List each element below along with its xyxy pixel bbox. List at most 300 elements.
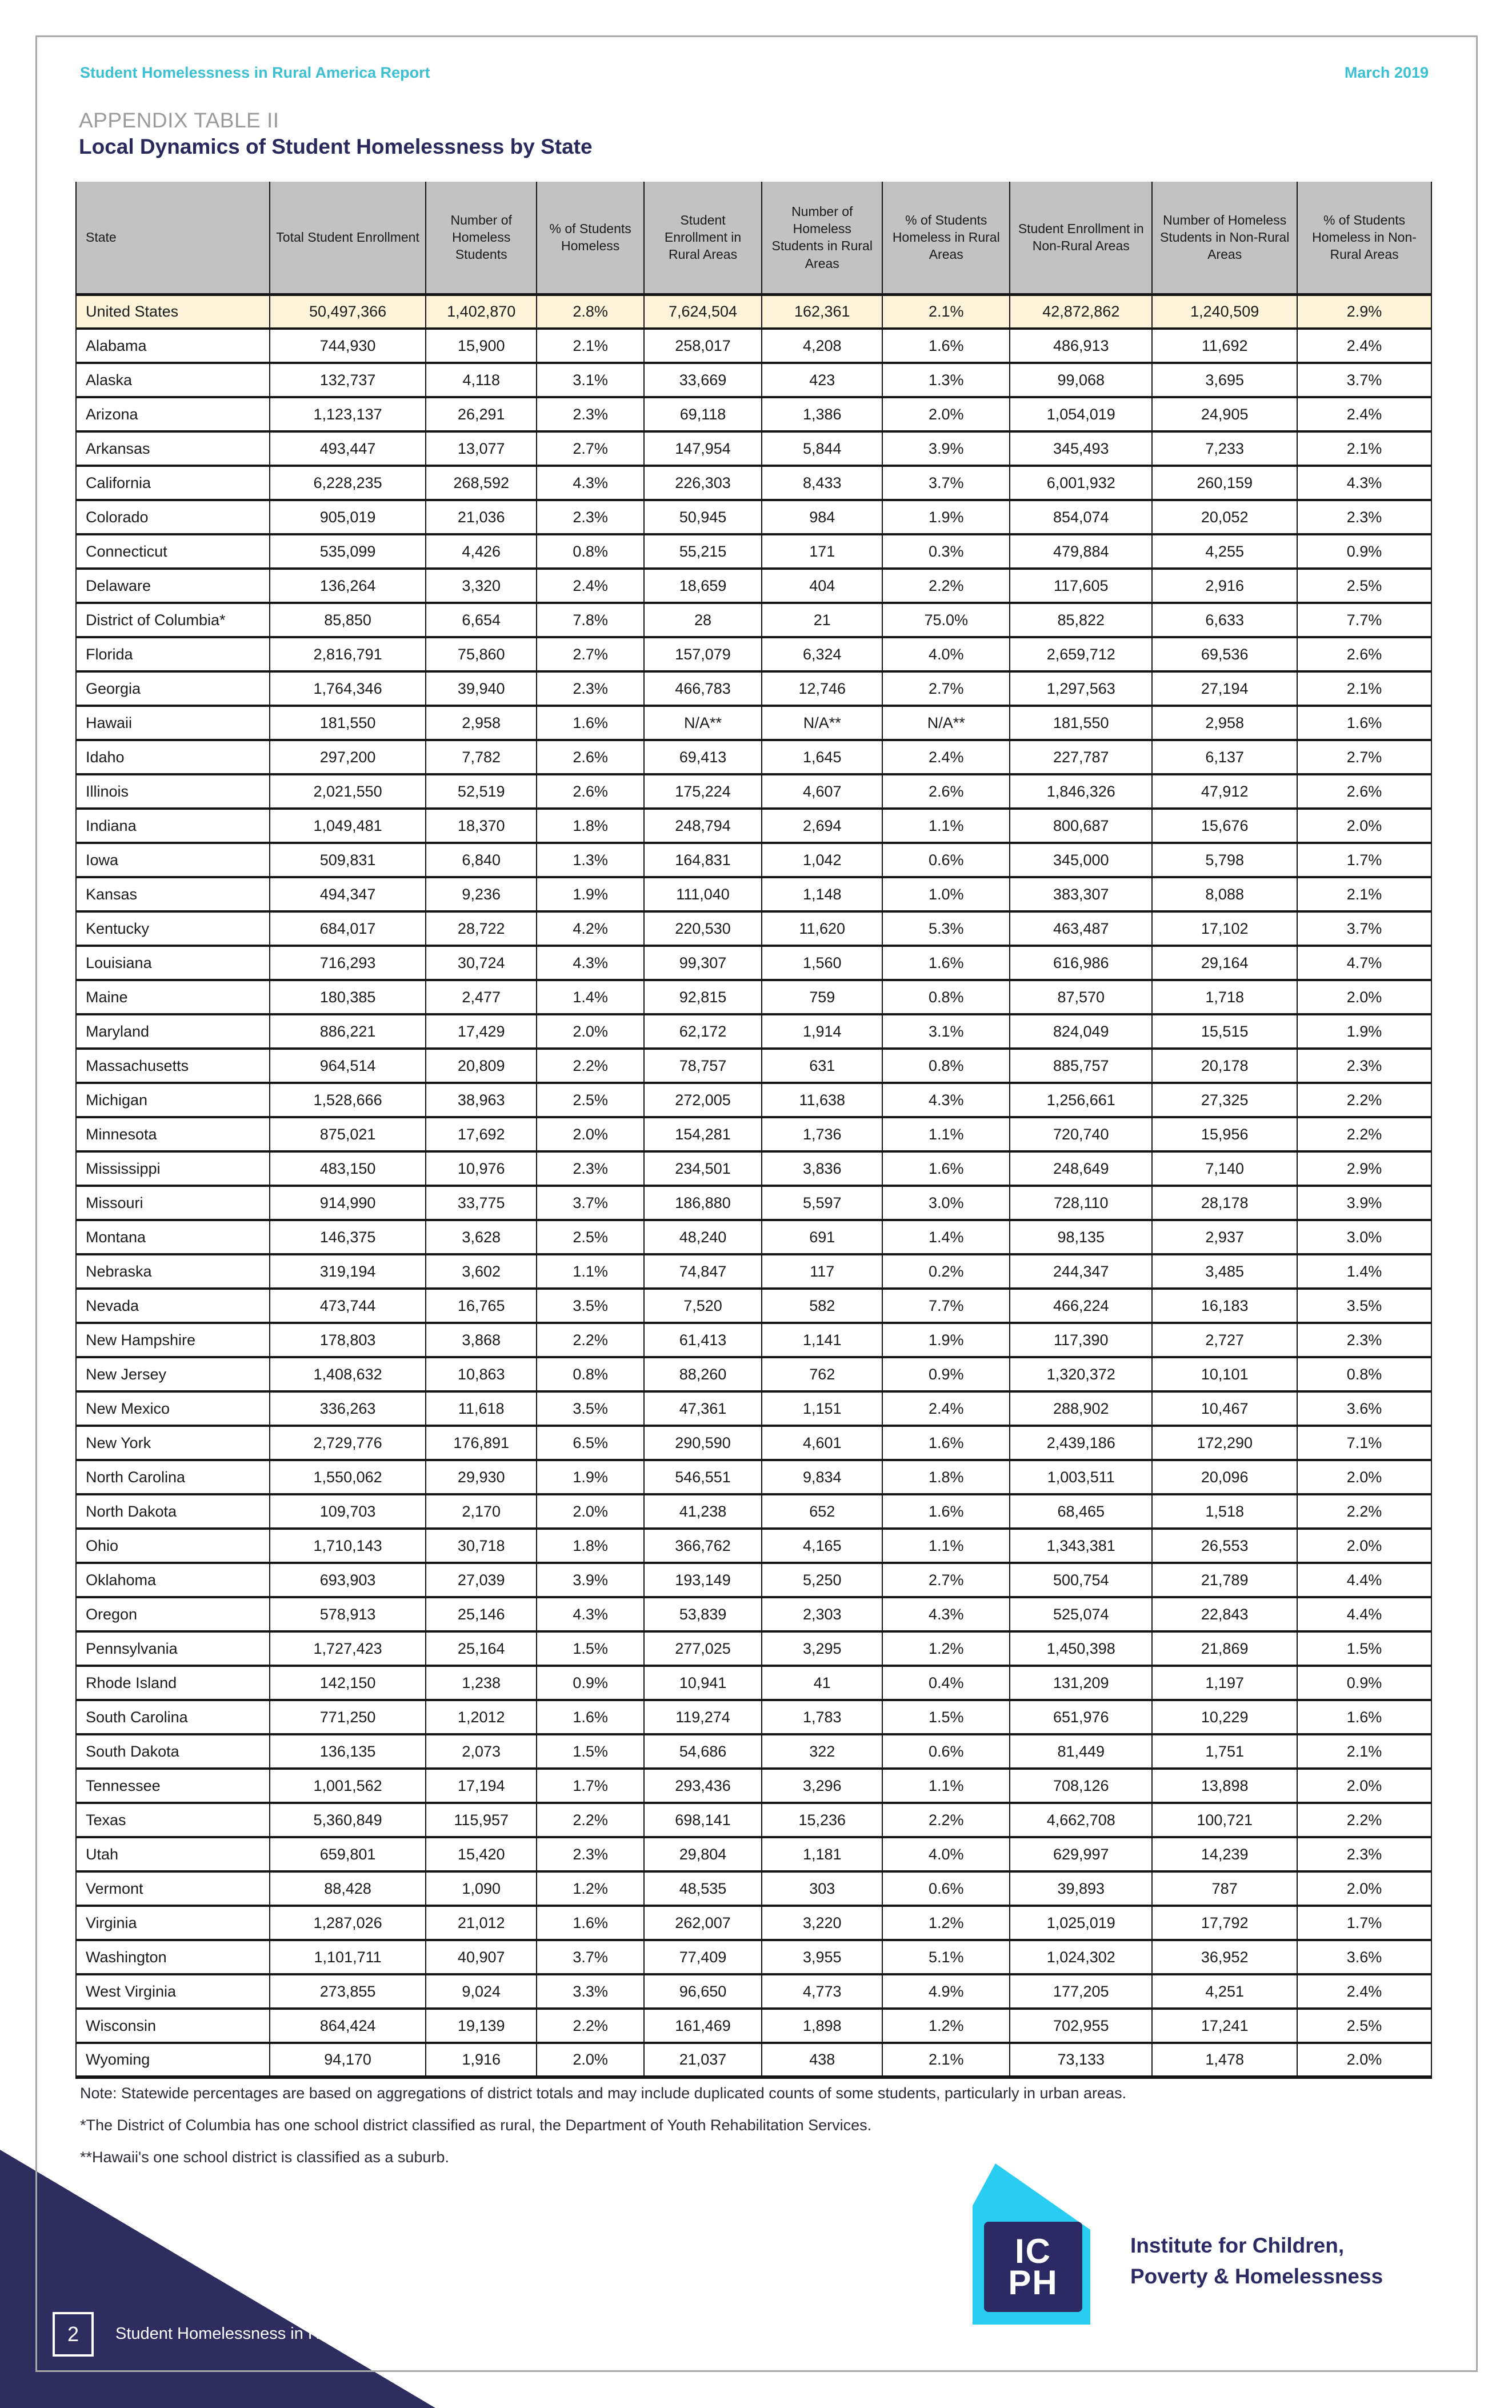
value-cell: 26,553 [1152,1529,1297,1563]
table-row [76,1426,1431,1460]
value-cell: 3.0% [882,1186,1010,1220]
value-cell: 1.8% [882,1460,1010,1494]
value-cell: 99,068 [1010,363,1152,397]
value-cell: 176,891 [426,1426,537,1460]
state-cell: North Dakota [76,1494,270,1529]
value-cell: 7.1% [1297,1426,1431,1460]
state-cell: New Mexico [76,1391,270,1426]
value-cell: 1.3% [882,363,1010,397]
value-cell: 1.2% [882,1906,1010,1940]
value-cell: 6,228,235 [270,466,426,500]
value-cell: 1,2012 [426,1700,537,1734]
value-cell: 1.7% [537,1769,643,1803]
value-cell: 11,618 [426,1391,537,1426]
value-cell: 88,428 [270,1871,426,1906]
value-cell: 5,597 [762,1186,882,1220]
value-cell: 10,229 [1152,1700,1297,1734]
value-cell: 3.6% [1297,1940,1431,1974]
value-cell: 1.9% [537,1460,643,1494]
value-cell: 1.7% [1297,1906,1431,1940]
table-row [76,1906,1431,1940]
state-cell: New York [76,1426,270,1460]
value-cell: 290,590 [644,1426,762,1460]
value-cell: 262,007 [644,1906,762,1940]
value-cell: 466,224 [1010,1289,1152,1323]
value-cell: 2,816,791 [270,637,426,671]
value-cell: 2.3% [1297,500,1431,534]
value-cell: 41 [762,1666,882,1700]
column-header: Number of Homeless Students [426,182,537,294]
value-cell: 493,447 [270,431,426,466]
value-cell: 1.6% [537,1906,643,1940]
value-cell: 473,744 [270,1289,426,1323]
state-cell: Washington [76,1940,270,1974]
value-cell: 2.1% [1297,671,1431,706]
state-cell: Florida [76,637,270,671]
value-cell: 17,792 [1152,1906,1297,1940]
value-cell: 1,090 [426,1871,537,1906]
value-cell: 17,241 [1152,2009,1297,2043]
value-cell: 3,220 [762,1906,882,1940]
value-cell: 38,963 [426,1083,537,1117]
value-cell: 11,620 [762,911,882,946]
value-cell: 698,141 [644,1803,762,1837]
value-cell: 905,019 [270,500,426,534]
value-cell: 1.2% [882,2009,1010,2043]
table-row [76,740,1431,774]
value-cell: 546,551 [644,1460,762,1494]
table-row [76,500,1431,534]
value-cell: 14,239 [1152,1837,1297,1871]
value-cell: 2.2% [882,569,1010,603]
value-cell: 2.3% [537,671,643,706]
value-cell: 6,840 [426,843,537,877]
state-cell: Delaware [76,569,270,603]
value-cell: 5.1% [882,1940,1010,1974]
value-cell: 27,194 [1152,671,1297,706]
value-cell: 4.2% [537,911,643,946]
value-cell: 1.6% [882,329,1010,363]
value-cell: 1,151 [762,1391,882,1426]
value-cell: 4.4% [1297,1597,1431,1631]
value-cell: 2.6% [1297,774,1431,809]
value-cell: 2.4% [882,1391,1010,1426]
table-body [76,294,1431,2077]
value-cell: 2,916 [1152,569,1297,603]
value-cell: 0.9% [537,1666,643,1700]
table-row [76,1494,1431,1529]
value-cell: 40,907 [426,1940,537,1974]
value-cell: 5.3% [882,911,1010,946]
value-cell: 787 [1152,1871,1297,1906]
value-cell: 7.7% [882,1289,1010,1323]
value-cell: 96,650 [644,1974,762,2009]
value-cell: 762 [762,1357,882,1391]
value-cell: 1.4% [882,1220,1010,1254]
value-cell: 1,238 [426,1666,537,1700]
value-cell: 2.4% [882,740,1010,774]
value-cell: 4.0% [882,1837,1010,1871]
value-cell: 273,855 [270,1974,426,2009]
value-cell: 24,905 [1152,397,1297,431]
value-cell: 3.7% [1297,363,1431,397]
table-row [76,1220,1431,1254]
value-cell: 181,550 [1010,706,1152,740]
value-cell: 220,530 [644,911,762,946]
value-cell: 13,898 [1152,1769,1297,1803]
table-row [76,1117,1431,1151]
value-cell: 2.0% [1297,1460,1431,1494]
state-cell: Texas [76,1803,270,1837]
column-header: Number of Homeless Students in Non-Rural Areas [1152,182,1297,294]
value-cell: 117,390 [1010,1323,1152,1357]
value-cell: 4.9% [882,1974,1010,2009]
table-row [76,1666,1431,1700]
value-cell: 4.3% [882,1597,1010,1631]
icph-logo-acronym [1008,2231,1058,2302]
value-cell: 2.9% [1297,1151,1431,1186]
value-cell: 226,303 [644,466,762,500]
table-row [76,1254,1431,1289]
value-cell: 2.1% [1297,1734,1431,1769]
value-cell: 193,149 [644,1563,762,1597]
state-cell: Vermont [76,1871,270,1906]
value-cell: 288,902 [1010,1391,1152,1426]
value-cell: 1,764,346 [270,671,426,706]
table-row [76,1460,1431,1494]
state-cell: Oklahoma [76,1563,270,1597]
state-cell: Minnesota [76,1117,270,1151]
value-cell: 3,602 [426,1254,537,1289]
value-cell: 277,025 [644,1631,762,1666]
value-cell: 1,049,481 [270,809,426,843]
value-cell: 875,021 [270,1117,426,1151]
value-cell: 16,183 [1152,1289,1297,1323]
value-cell: 629,997 [1010,1837,1152,1871]
value-cell: 2.3% [537,397,643,431]
value-cell: 164,831 [644,843,762,877]
value-cell: 47,361 [644,1391,762,1426]
report-title: Student Homelessness in Rural America Report [80,64,430,81]
value-cell: 3.7% [1297,911,1431,946]
value-cell: 4.0% [882,637,1010,671]
value-cell: 535,099 [270,534,426,569]
value-cell: 2.2% [537,1049,643,1083]
value-cell: 0.8% [882,1049,1010,1083]
value-cell: 1,042 [762,843,882,877]
value-cell: 0.8% [537,1357,643,1391]
value-cell: 3.5% [537,1391,643,1426]
value-cell: 1.1% [882,809,1010,843]
value-cell: 39,940 [426,671,537,706]
value-cell: 29,930 [426,1460,537,1494]
state-cell: Arizona [76,397,270,431]
value-cell: 21,012 [426,1906,537,1940]
value-cell: 720,740 [1010,1117,1152,1151]
value-cell: 50,945 [644,500,762,534]
value-cell: 1,386 [762,397,882,431]
value-cell: 1,727,423 [270,1631,426,1666]
state-cell: Connecticut [76,534,270,569]
value-cell: 3,695 [1152,363,1297,397]
state-cell: Kansas [76,877,270,911]
value-cell: 78,757 [644,1049,762,1083]
value-cell: 2.1% [882,294,1010,329]
value-cell: 17,194 [426,1769,537,1803]
state-cell: Alabama [76,329,270,363]
state-cell: Iowa [76,843,270,877]
value-cell: 88,260 [644,1357,762,1391]
table-row [76,1734,1431,1769]
value-cell: 466,783 [644,671,762,706]
value-cell: 2.5% [1297,569,1431,603]
value-cell: 0.9% [1297,534,1431,569]
table-row [76,431,1431,466]
value-cell: 404 [762,569,882,603]
state-cell: Missouri [76,1186,270,1220]
value-cell: 2.0% [1297,1769,1431,1803]
value-cell: 984 [762,500,882,534]
value-cell: 1.6% [882,1426,1010,1460]
value-cell: 1.9% [882,500,1010,534]
value-cell: 33,669 [644,363,762,397]
value-cell: 186,880 [644,1186,762,1220]
state-cell: Maryland [76,1014,270,1049]
table-row [76,1563,1431,1597]
value-cell: 119,274 [644,1700,762,1734]
value-cell: 702,955 [1010,2009,1152,2043]
value-cell: 500,754 [1010,1563,1152,1597]
value-cell: 1.9% [537,877,643,911]
value-cell: 41,238 [644,1494,762,1529]
value-cell: 2.3% [1297,1323,1431,1357]
value-cell: 2,937 [1152,1220,1297,1254]
value-cell: 10,941 [644,1666,762,1700]
table-row [76,1700,1431,1734]
table-row [76,1357,1431,1391]
value-cell: 26,291 [426,397,537,431]
value-cell: 162,361 [762,294,882,329]
value-cell: 16,765 [426,1289,537,1323]
column-header: Number of Homeless Students in Rural Areas [762,182,882,294]
value-cell: 20,052 [1152,500,1297,534]
table-row [76,569,1431,603]
state-cell: California [76,466,270,500]
value-cell: 260,159 [1152,466,1297,500]
value-cell: 1.1% [882,1529,1010,1563]
value-cell: 336,263 [270,1391,426,1426]
state-cell: Arkansas [76,431,270,466]
value-cell: 11,638 [762,1083,882,1117]
state-cell: Nebraska [76,1254,270,1289]
note-dc: *The District of Columbia has one school district classified as rural, the Department of Youth Rehabilitation Services. [80,2117,872,2134]
value-cell: 248,794 [644,809,762,843]
state-cell: Oregon [76,1597,270,1631]
value-cell: 28,178 [1152,1186,1297,1220]
value-cell: 3.7% [537,1186,643,1220]
value-cell: 55,215 [644,534,762,569]
value-cell: 33,775 [426,1186,537,1220]
table-row [76,637,1431,671]
value-cell: 659,801 [270,1837,426,1871]
state-cell: Rhode Island [76,1666,270,1700]
value-cell: 1,197 [1152,1666,1297,1700]
value-cell: 87,570 [1010,980,1152,1014]
value-cell: 136,135 [270,1734,426,1769]
value-cell: 1,550,062 [270,1460,426,1494]
value-cell: 319,194 [270,1254,426,1289]
value-cell: 21,789 [1152,1563,1297,1597]
corner-triangle-decoration [0,2150,435,2408]
table-row [76,1049,1431,1083]
value-cell: 94,170 [270,2043,426,2077]
table-row [76,603,1431,637]
value-cell: 463,487 [1010,911,1152,946]
value-cell: 2.0% [1297,1529,1431,1563]
value-cell: 2.0% [1297,980,1431,1014]
value-cell: 1,343,381 [1010,1529,1152,1563]
footer-text: Student Homelessness in Rural America [115,2325,413,2343]
value-cell: 20,809 [426,1049,537,1083]
value-cell: 2,170 [426,1494,537,1529]
icph-logo-box [984,2222,1082,2312]
note-hawaii: **Hawaii's one school district is classified as a suburb. [80,2149,449,2166]
value-cell: 1.8% [537,1529,643,1563]
value-cell: 3.1% [882,1014,1010,1049]
value-cell: 81,449 [1010,1734,1152,1769]
value-cell: 6,137 [1152,740,1297,774]
value-cell: 1,181 [762,1837,882,1871]
value-cell: 886,221 [270,1014,426,1049]
value-cell: 728,110 [1010,1186,1152,1220]
value-cell: 383,307 [1010,877,1152,911]
value-cell: 0.6% [882,843,1010,877]
value-cell: 2.7% [1297,740,1431,774]
state-cell: Michigan [76,1083,270,1117]
value-cell: 1.8% [537,809,643,843]
value-cell: 684,017 [270,911,426,946]
value-cell: 1.6% [537,706,643,740]
value-cell: 15,956 [1152,1117,1297,1151]
value-cell: 885,757 [1010,1049,1152,1083]
value-cell: 0.8% [537,534,643,569]
state-homelessness-table [75,182,1432,2079]
table-header [76,182,1431,294]
value-cell: 131,209 [1010,1666,1152,1700]
state-cell: Alaska [76,363,270,397]
value-cell: 2.2% [537,1803,643,1837]
value-cell: 98,135 [1010,1220,1152,1254]
value-cell: 616,986 [1010,946,1152,980]
state-cell: South Carolina [76,1700,270,1734]
value-cell: 9,236 [426,877,537,911]
value-cell: 1,408,632 [270,1357,426,1391]
value-cell: 2.0% [537,1117,643,1151]
value-cell: 3.9% [1297,1186,1431,1220]
state-cell: Ohio [76,1529,270,1563]
value-cell: 345,000 [1010,843,1152,877]
value-cell: 3.3% [537,1974,643,2009]
state-cell: Nevada [76,1289,270,1323]
value-cell: 2.5% [1297,2009,1431,2043]
value-cell: 47,912 [1152,774,1297,809]
value-cell: 800,687 [1010,809,1152,843]
value-cell: 17,102 [1152,911,1297,946]
value-cell: 1.7% [1297,843,1431,877]
value-cell: 693,903 [270,1563,426,1597]
value-cell: 2.1% [1297,877,1431,911]
value-cell: 21 [762,603,882,637]
value-cell: 345,493 [1010,431,1152,466]
value-cell: 15,676 [1152,809,1297,843]
value-cell: 691 [762,1220,882,1254]
org-name-line1: Institute for Children, [1130,2234,1345,2257]
value-cell: 77,409 [644,1940,762,1974]
value-cell: 4,208 [762,329,882,363]
value-cell: 0.4% [882,1666,1010,1700]
value-cell: 2.3% [537,500,643,534]
page-number: 2 [67,2322,79,2346]
value-cell: 1.6% [882,1494,1010,1529]
icph-logo-line2: PH [1008,2263,1058,2302]
value-cell: 18,370 [426,809,537,843]
state-cell: Colorado [76,500,270,534]
value-cell: 4,773 [762,1974,882,2009]
value-cell: 161,469 [644,2009,762,2043]
value-cell: 7.8% [537,603,643,637]
table-row [76,329,1431,363]
value-cell: 234,501 [644,1151,762,1186]
value-cell: 111,040 [644,877,762,911]
value-cell: 109,703 [270,1494,426,1529]
value-cell: 18,659 [644,569,762,603]
value-cell: 914,990 [270,1186,426,1220]
state-cell: Wisconsin [76,2009,270,2043]
value-cell: 21,036 [426,500,537,534]
value-cell: 258,017 [644,329,762,363]
value-cell: 5,250 [762,1563,882,1597]
value-cell: 3.6% [1297,1391,1431,1426]
column-header: % of Students Homeless in Non-Rural Areas [1297,182,1431,294]
value-cell: 9,024 [426,1974,537,2009]
value-cell: 494,347 [270,877,426,911]
value-cell: 7,624,504 [644,294,762,329]
value-cell: 2.3% [537,1151,643,1186]
value-cell: 1,003,511 [1010,1460,1152,1494]
value-cell: 479,884 [1010,534,1152,569]
value-cell: 2.2% [1297,1083,1431,1117]
value-cell: 99,307 [644,946,762,980]
value-cell: 2.0% [537,2043,643,2077]
table-row [76,706,1431,740]
value-cell: 36,952 [1152,1940,1297,1974]
value-cell: 177,205 [1010,1974,1152,2009]
value-cell: 2.6% [537,740,643,774]
value-cell: 180,385 [270,980,426,1014]
table-row [76,980,1431,1014]
value-cell: 1,320,372 [1010,1357,1152,1391]
value-cell: 6,654 [426,603,537,637]
value-cell: 1,718 [1152,980,1297,1014]
value-cell: 2.8% [537,294,643,329]
value-cell: 142,150 [270,1666,426,1700]
value-cell: 268,592 [426,466,537,500]
value-cell: 0.9% [1297,1666,1431,1700]
state-cell: Illinois [76,774,270,809]
value-cell: 48,535 [644,1871,762,1906]
value-cell: 2.2% [537,1323,643,1357]
value-cell: 248,649 [1010,1151,1152,1186]
